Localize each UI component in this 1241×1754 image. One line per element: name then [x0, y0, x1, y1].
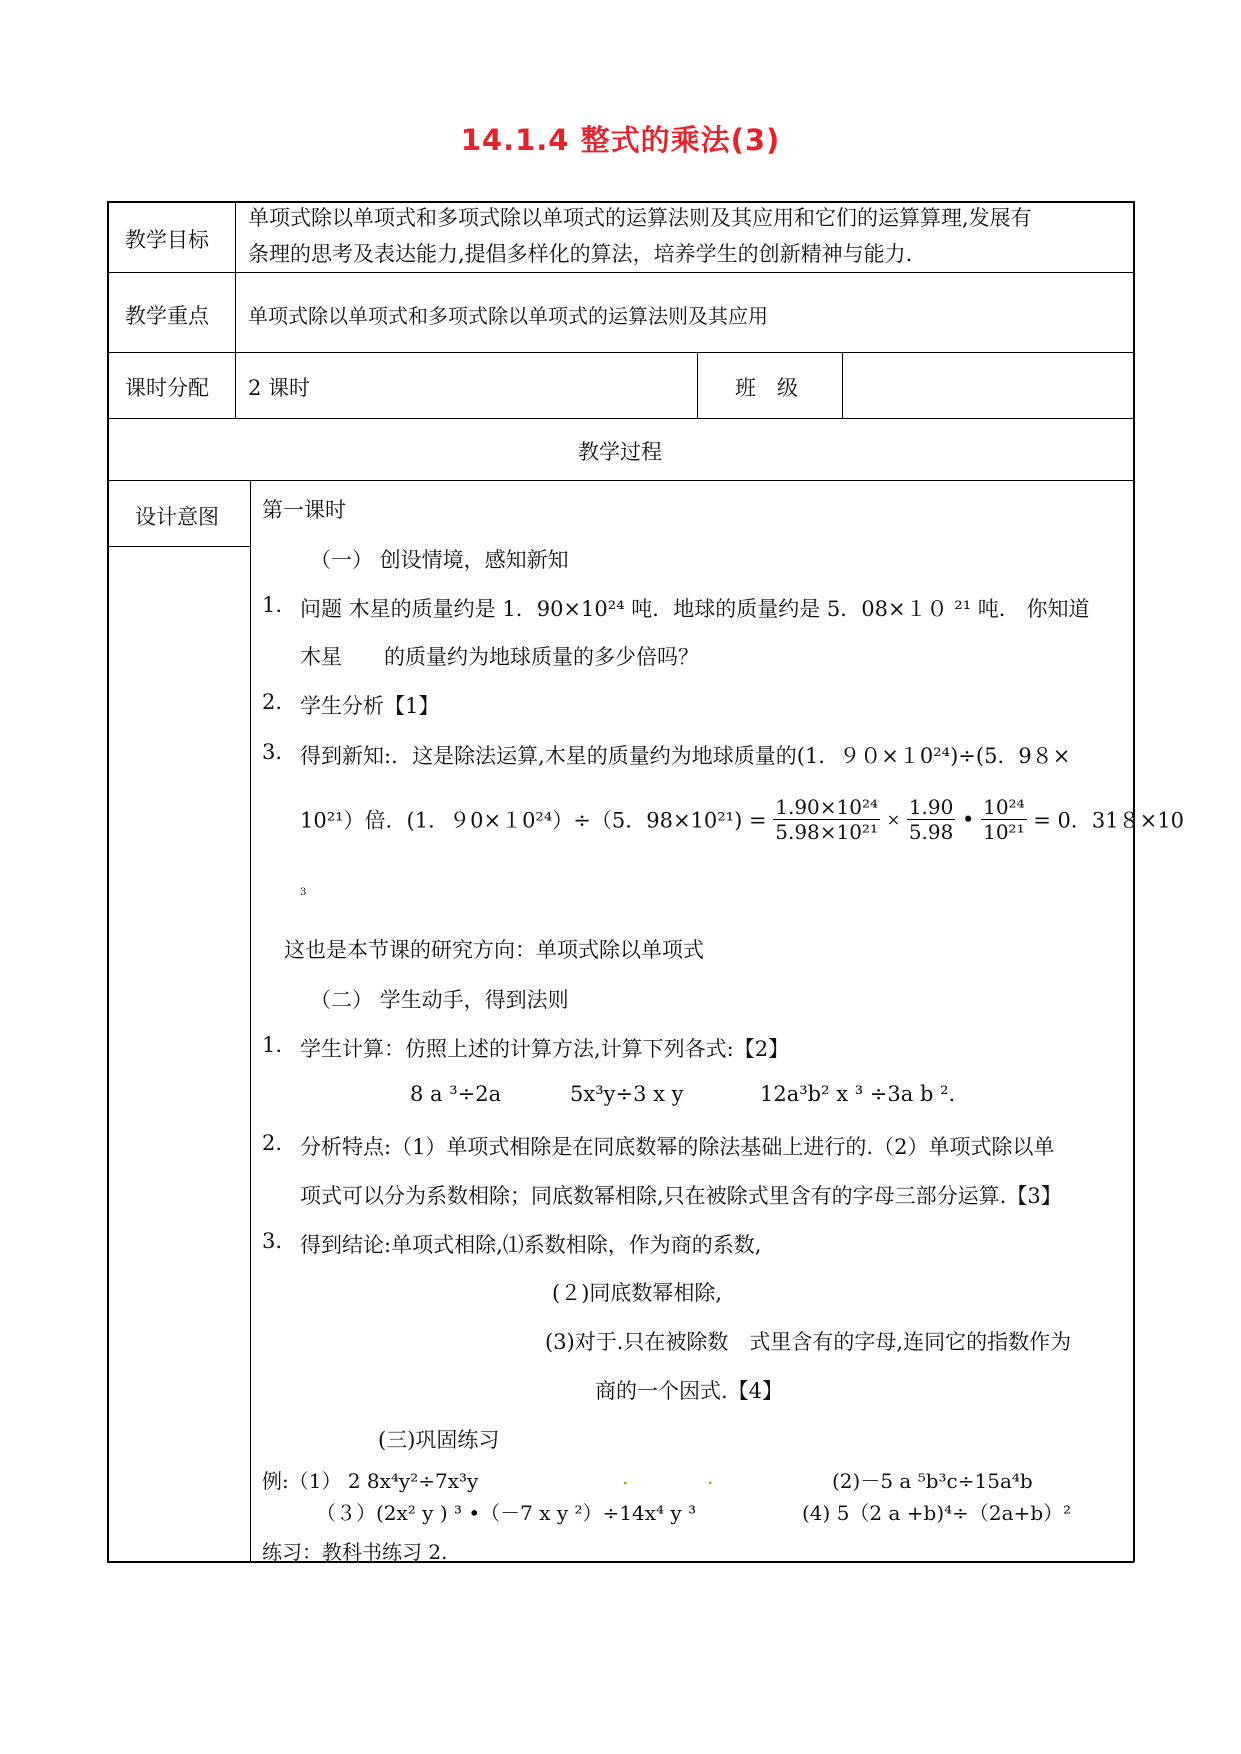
q1-number: 1. — [262, 1033, 283, 1057]
table-border-right — [1133, 201, 1135, 1562]
q1-expression-2: 5x³y÷3 x y — [570, 1082, 684, 1106]
q2-line2: 项式可以分为系数相除；同底数幂相除,只在被除式里含有的字母三部分运算.【3】 — [300, 1184, 1062, 1208]
q3-line4: 商的一个因式.【4】 — [595, 1379, 784, 1403]
fraction-2-denominator: 5.98 — [908, 820, 954, 844]
paragraph-3-number: 3. — [262, 740, 283, 764]
paragraph-1-number: 1. — [262, 593, 283, 617]
q3-line3: (3)对于.只在被除数 式里含有的字母,连同它的指数作为 — [545, 1330, 1072, 1354]
row-divider — [107, 272, 1134, 273]
fraction-2-numerator: 1.90 — [908, 795, 954, 819]
column-divider — [697, 352, 698, 418]
paragraph-3-line2 — [300, 795, 1184, 844]
practice-note: 练习：教科书练习 2. — [262, 1540, 448, 1564]
design-intent-label: 设计意图 — [135, 505, 219, 529]
objective-label: 教学目标 — [125, 228, 209, 252]
dot-operator: • — [962, 807, 975, 832]
example-1: 例:（1） 2 8x⁴y²÷7x³y — [262, 1469, 479, 1493]
research-direction: 这也是本节课的研究方向：单项式除以单项式 — [284, 938, 704, 962]
section-2-title: （二） 学生动手，得到法则 — [310, 988, 569, 1012]
key-point-label: 教学重点 — [125, 304, 209, 328]
fraction-1-denominator: 5.98×10²¹ — [775, 820, 879, 844]
example-2: (2)－5 a ⁵b³c÷15a⁴b — [832, 1469, 1033, 1493]
objective-text-line2: 条理的思考及表达能力,提倡多样化的算法，培养学生的创新精神与能力. — [248, 242, 913, 266]
fraction-3 — [981, 795, 1026, 844]
section-3-title: (三)巩固练习 — [378, 1428, 500, 1452]
decorative-dot: . — [707, 1465, 714, 1489]
q2-line1: 分析特点:（1）单项式相除是在同底数幂的除法基础上进行的.（2）单项式除以单 — [300, 1135, 1055, 1159]
row-divider — [107, 352, 1134, 353]
example-3: （３）(2x² y ) ³ •（－7 x y ²）÷14x⁴ y ³ — [316, 1501, 697, 1525]
q3-number: 3. — [262, 1229, 283, 1253]
paragraph-3-line2-start: 10²¹）倍．(1．９0×１0²⁴）÷（5．98×10²¹) = — [300, 808, 767, 833]
q3-line1: 得到结论:单项式相除,⑴系数相除，作为商的系数, — [300, 1233, 762, 1257]
paragraph-2-text: 学生分析【1】 — [300, 694, 440, 718]
fraction-1-numerator: 1.90×10²⁴ — [775, 795, 879, 819]
q3-line2: (２)同底数幂相除, — [552, 1281, 723, 1305]
paragraph-1-line1: 问题 木星的质量约是 1．90×10²⁴ 吨．地球的质量约是 5．08×１０ ²¹ 吨． 你知道 — [300, 597, 1090, 621]
q1-expression-1: 8 a ³÷2a — [410, 1082, 502, 1106]
paragraph-1-line2: 木星 的质量约为地球质量的多少倍吗？ — [300, 645, 699, 669]
table-border-left — [107, 201, 109, 1562]
paragraph-3-line1: 得到新知:．这是除法运算,木星的质量约为地球质量的(1．９０×１0²⁴)÷(5．9８× — [300, 744, 1071, 768]
q1-expression-3: 12a³b² x ³ ÷3a b ². — [760, 1082, 956, 1106]
section-1-title: （一） 创设情境，感知新知 — [310, 548, 569, 572]
fraction-3-numerator: 10²⁴ — [983, 795, 1025, 819]
column-divider — [235, 201, 236, 418]
first-lesson-heading: 第一课时 — [262, 498, 346, 522]
exponent-superscript: 3 — [300, 887, 307, 898]
objective-text-line1: 单项式除以单项式和多项式除以单项式的运算法则及其应用和它们的运算算理,发展有 — [248, 206, 1032, 230]
column-divider — [250, 480, 251, 1562]
fraction-2 — [907, 795, 956, 844]
paragraph-3-line2-end: = 0．31８×10 — [1033, 808, 1184, 833]
paragraph-2-number: 2. — [262, 690, 283, 714]
q1-text: 学生计算：仿照上述的计算方法,计算下列各式:【2】 — [300, 1037, 790, 1061]
period-label: 课时分配 — [125, 376, 209, 400]
multiply-sign: × — [886, 810, 901, 829]
column-divider — [842, 352, 843, 418]
q2-number: 2. — [262, 1131, 283, 1155]
fraction-1 — [773, 795, 880, 844]
class-label: 班 级 — [735, 376, 798, 400]
fraction-3-denominator: 10²¹ — [983, 820, 1025, 844]
decorative-dot: . — [622, 1465, 629, 1489]
row-divider — [107, 480, 1134, 481]
example-4: (4) 5（2 a +b)⁴÷（2a+b）² — [802, 1501, 1072, 1525]
row-divider — [107, 546, 250, 547]
process-label: 教学过程 — [578, 440, 662, 464]
page-title: 14.1.4 整式的乘法(3) — [460, 123, 781, 157]
period-value: 2 课时 — [248, 376, 311, 400]
key-point-text: 单项式除以单项式和多项式除以单项式的运算法则及其应用 — [248, 304, 768, 328]
row-divider — [107, 418, 1134, 419]
